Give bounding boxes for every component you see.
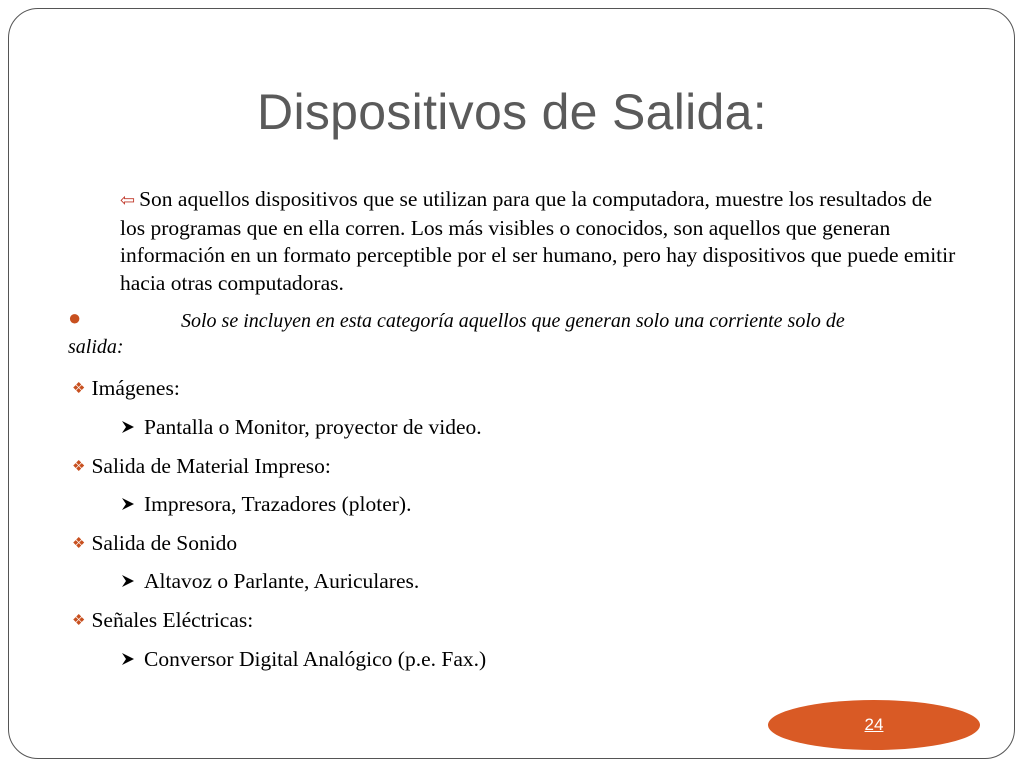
category-detail: Pantalla o Monitor, proyector de video. [144,415,482,439]
chevron-right-icon [120,574,136,588]
category-note [68,305,948,360]
category-label: Señales Eléctricas: [91,608,254,632]
page-title: Dispositivos de Salida: [257,84,767,140]
note-line-1: Solo se incluyen en esta categoría aquellos que generan solo una corriente solo de [181,310,845,332]
category-detail-sonido [120,567,419,595]
category-label: Salida de Sonido [91,531,238,555]
category-detail-senales [120,645,486,673]
note-line-2: salida: [68,336,124,358]
category-label: Salida de Material Impreso: [91,454,331,478]
chevron-right-icon [120,497,136,511]
arrow-left-icon: ⇦ [120,190,136,210]
bullet-dot-icon: ● [68,305,82,330]
page-number-badge[interactable]: 24 [768,700,980,750]
category-item-impreso [72,452,331,481]
category-detail-imagenes [120,413,482,441]
category-detail: Conversor Digital Analógico (p.e. Fax.) [144,647,487,671]
category-item-senales [72,606,253,635]
category-detail-impreso [120,490,411,518]
diamond-bullet-icon: ❖ [72,613,86,629]
diamond-bullet-icon: ❖ [72,536,86,552]
diamond-bullet-icon: ❖ [72,381,86,397]
chevron-right-icon [120,652,136,666]
category-detail: Impresora, Trazadores (ploter). [144,492,412,516]
category-item-sonido [72,529,237,558]
intro-paragraph [120,186,960,297]
category-detail: Altavoz o Parlante, Auriculares. [144,569,420,593]
intro-text: Son aquellos dispositivos que se utilizan para que la computadora, muestre los resultados de los programas que en ella corren. Los más visibles o conocidos, son aquellos que generan información en un formato perceptible por el ser humano, pero hay dispositivos que puede emitir hacia otras computadoras. [120,187,956,295]
category-item-imagenes [72,374,180,403]
diamond-bullet-icon: ❖ [72,459,86,475]
category-label: Imágenes: [91,376,180,400]
chevron-right-icon [120,420,136,434]
